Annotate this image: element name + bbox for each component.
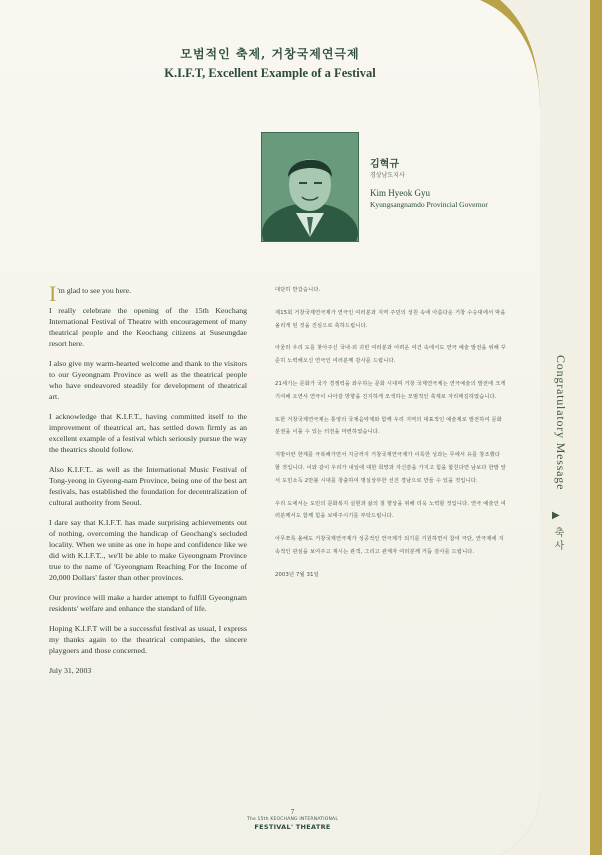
author-role-english: Kyungsangnamdo Provincial Governor xyxy=(370,200,488,209)
side-title-korean: 축사 xyxy=(552,527,563,553)
korean-paragraph: 아무쪼록 올해도 거창국제연극제가 성공적인 연극제가 되기를 기원하면서 참여 극단, 연극제에 지속적인 관심을 보여주고 계시는 관객, 그리고 관계자 여러분께 거듭 감사를 드립니다. xyxy=(275,536,504,555)
author-name-english: Kim Hyeok Gyu xyxy=(370,188,430,198)
author-name-korean: 김혁규 xyxy=(370,159,399,170)
footer-organization: The 15th KEOCHANG INTERNATIONAL xyxy=(246,817,339,822)
korean-paragraph: 21세기는 문화가 국가 경쟁력을 좌우하는 문화 시대며 거창 국제연극제는 연극예술의 발전에 크게 기여해 오면서 연극이 나아갈 방향을 진지하게 모색하는 모범적인 축제로 자리매김하였습니다. xyxy=(275,380,506,400)
side-title-english: Congratulatory Message xyxy=(554,355,568,491)
korean-paragraph: 지방이란 한계를 극복해가면서 지금까지 거창국제연극제가 이룩한 성과는 무에서 유를 창조했다 할 것입니다. 이와 같이 우리가 내일에 대한 희망과 자신감을 가지고 힘을 합친다면 남보다 한발 앞서 도민소득 2만불 시대를 창출하여 명실상부한 선진 경남으로 만들 수 있을 것입니다. xyxy=(275,452,506,484)
author-portrait xyxy=(261,132,359,242)
page-title-korean: 모범적인 축제, 거창국제연극제 xyxy=(180,47,360,61)
english-paragraph: I also give my warm-hearted welcome and thank to the visitors to our Gyeongnam Province as well as the theatrical people who have endeavored steadily for development of theatrical art. xyxy=(49,359,247,401)
english-paragraph: I really celebrate the opening of the 15th Keochang International Festival of Theatre with encouragement of many theatrical people and the Keochang citizens at Suseungdae resort here. xyxy=(49,306,247,348)
korean-paragraph: 대단히 반갑습니다. xyxy=(275,287,321,293)
korean-date: 2003년 7월 31일 xyxy=(275,571,319,578)
english-paragraph: Hoping K.I.F.T will be a successful festival as usual, I express my thanks again to the theatrical companies, the sincere playgoers and those concerned. xyxy=(49,624,247,655)
portrait-illustration xyxy=(262,133,358,241)
english-paragraph: I dare say that K.I.F.T. has made surprising achievements out of nothing, overcoming the handicap of Geochang's secluded locality. When we unite as one in hope and confidence like we did with K.I.F.T.., we'll be able to make Gyeongnam Province true to the name of 'Gyeongnam Reaching For the Income of 20,000 Dollars' faster than other provinces. xyxy=(49,518,247,582)
english-greeting: I 'm glad to see you here. xyxy=(49,281,132,306)
english-paragraph: Also K.I.F.T.. as well as the International Music Festival of Tong-yeong in Gyeong-nam Province, being one of the best art festivals, has established the foundation for decentralization of cultural authority from Seoul. xyxy=(49,465,247,507)
english-paragraph: I acknowledge that K.I.F.T., having committed itself to the improvement of theatrical art, has settled down firmly as an excellent example of a festival which seriously pursue the way the theatrics should follow. xyxy=(49,412,247,454)
drop-cap: I xyxy=(49,281,57,306)
page-number: 7 xyxy=(290,808,295,816)
footer-brand: FESTIVAL' THEATRE xyxy=(254,823,331,831)
english-date: July 31, 2003 xyxy=(49,666,92,675)
korean-paragraph: 아울러 우리 도를 찾아주신 국내·외 귀빈 여러분과 어려운 여건 속에서도 연극 예술 발전을 위해 꾸준히 노력해오신 연극인 여러분께 감사를 드립니다. xyxy=(275,345,506,365)
korean-paragraph: 제15회 거창국제연극제가 연극인 여러분과 지역 주민의 성원 속에 아름다운 거창 수승대에서 막을 올리게 된 것을 진심으로 축하드립니다. xyxy=(275,309,506,329)
english-letter xyxy=(49,281,247,685)
korean-letter xyxy=(275,284,507,592)
korean-paragraph: 우리 도에서는 도민의 문화복지 실현과 삶의 질 향상을 위해 더욱 노력할 것입니다. 연극 예술인 여러분께서도 함께 힘을 보태주시기를 부탁드립니다. xyxy=(275,500,506,520)
side-arrow-icon: ▶ xyxy=(552,510,560,521)
english-paragraph: Our province will make a harder attempt to fulfill Gyeongnam residents' welfare and enhance the standard of life. xyxy=(49,593,247,613)
author-title-korean: 경상남도지사 xyxy=(370,172,405,179)
korean-paragraph: 또한 거창국제연극제는 통영의 국제음악제와 함께 우리 지역의 대표적인 예술제로 발전하여 문화분권을 이룰 수 있는 터전을 마련하였습니다. xyxy=(275,416,502,436)
page-title-english: K.I.F.T, Excellent Example of a Festival xyxy=(164,66,376,80)
